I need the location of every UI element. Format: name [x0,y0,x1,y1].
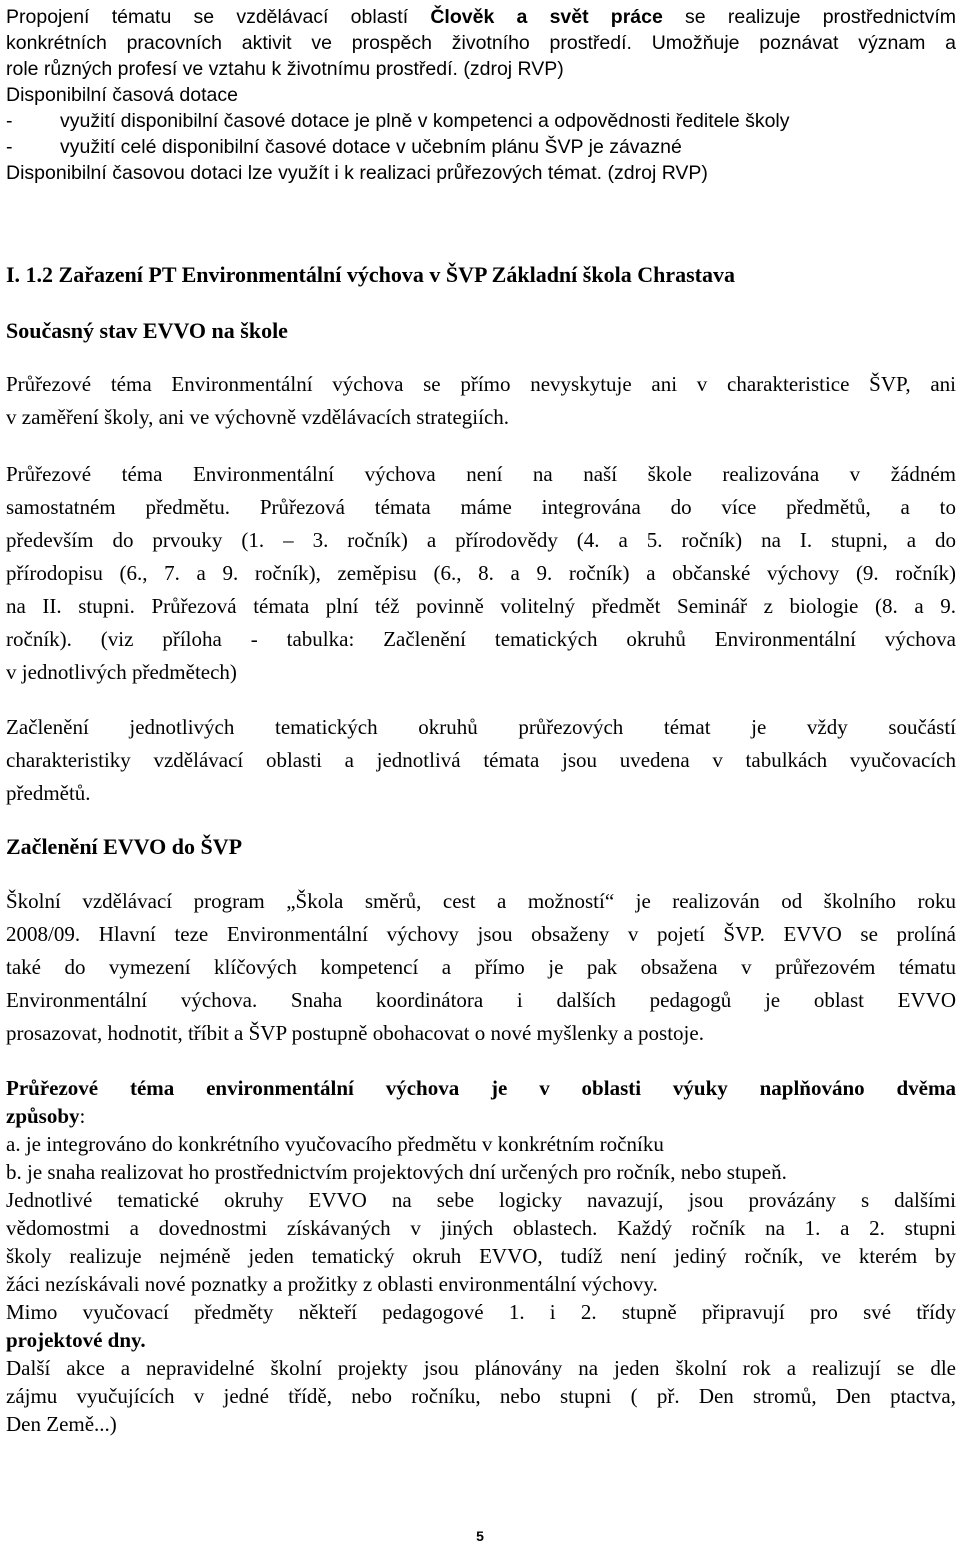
dash-item-text: využití celé disponibilní časové dotace v učebním plánu ŠVP je závazné [60,136,682,158]
p3-line-2: charakteristiky vzdělávací oblasti a jednotlivá témata jsou uvedena v tabulkách vyučovacích [6,748,956,772]
paragraph-3 [6,711,956,810]
p5-line-e1: Další akce a nepravidelné školní projekty jsou plánovány na jeden školní rok a realizují se dle [6,1356,956,1380]
intro-line-4: Disponibilní časová dotace [6,84,238,106]
p4-line-1: Školní vzdělávací program „Škola směrů, cest a možností“ je realizován od školního roku [6,889,956,913]
paragraph-5 [6,1074,956,1438]
p5-heading-colon: : [79,1104,86,1128]
p5-heading-bold: způsoby [6,1104,80,1128]
intro-block [6,4,956,186]
dash-marker: - [6,136,13,158]
page-number: 5 [476,1528,484,1544]
p3-line-1: Začlenění jednotlivých tematických okruhů průřezových témat je vždy součástí [6,715,956,739]
p5-heading-line-2 [6,1102,956,1130]
paragraph-4 [6,885,956,1050]
subtitle-integration: Začlenění EVVO do ŠVP [6,834,243,859]
intro-text: Propojení tématu se vzdělávací oblastí [6,6,431,28]
subtitle-current-state: Současný stav EVVO na škole [6,318,288,343]
p5-line-e2: zájmu vyučujících v jedné třídě, nebo ročníku, nebo stupni ( př. Den stromů, Den ptactva, [6,1384,956,1408]
dash-item-text: využití disponibilní časové dotace je plně v kompetenci a odpovědnosti ředitele školy [60,110,790,132]
p5-item-b: b. je snaha realizovat ho prostřednictvím projektových dní určených pro ročník, nebo stupeň. [6,1160,787,1184]
p2-line-3: především do prvouky (1. – 3. ročník) a přírodovědy (4. a 5. ročník) na I. stupni, a do [6,528,956,552]
p5-line-c2: vědomostmi a dovednostmi získávaných v jiných oblastech. Každý ročník na 1. a 2. stupni [6,1216,956,1240]
p1-line-2: v zaměření školy, ani ve výchovně vzdělávacích strategiích. [6,405,510,429]
p4-line-3: také do vymezení klíčových kompetencí a přímo je pak obsažena v průřezovém tématu [6,955,956,979]
p2-line-4: přírodopisu (6., 7. a 9. ročník), zeměpisu (6., 8. a 9. ročník) a občanské výchovy (9. ročník) [6,561,956,585]
p4-line-4: Environmentální výchova. Snaha koordinátora i dalších pedagogů je oblast EVVO [6,988,956,1012]
p5-line-c3: školy realizuje nejméně jeden tematický okruh EVVO, tudíž není jediný ročník, ve kterém by [6,1244,956,1268]
paragraph-1 [6,368,956,434]
p4-line-2: 2008/09. Hlavní teze Environmentální výchovy jsou obsaženy v pojetí ŠVP. EVVO se prolíná [6,922,956,946]
p2-line-5: na II. stupni. Průřezová témata plní též povinně volitelný předmět Seminář z biologie (8. a 9. [6,594,956,618]
intro-line-3: role různých profesí ve vztahu k životnímu prostředí. (zdroj RVP) [6,58,564,80]
p5-line-d2: projektové dny. [6,1328,146,1352]
intro-line-2: konkrétních pracovních aktivit ve prospěch životního prostředí. Umožňuje poznávat význam a [6,32,956,54]
p4-line-5: prosazovat, hodnotit, tříbit a ŠVP postupně obohacovat o nové myšlenky a postoje. [6,1021,704,1045]
p5-item-a: a. je integrováno do konkrétního vyučovacího předmětu v konkrétním ročníku [6,1132,664,1156]
dash-marker: - [6,110,13,132]
intro-text: se realizuje prostřednictvím [662,6,956,28]
p5-line-c1: Jednotlivé tematické okruhy EVVO na sebe logicky navazují, jsou provázány s dalšími [6,1188,956,1212]
p1-line-1: Průřezové téma Environmentální výchova se přímo nevyskytuje ani v charakteristice ŠVP, ani [6,372,956,396]
p2-line-7: v jednotlivých předmětech) [6,660,237,684]
p2-line-1: Průřezové téma Environmentální výchova není na naší škole realizována v žádném [6,462,956,486]
p5-line-e3: Den Země...) [6,1412,117,1436]
dash-item-1 [6,108,956,134]
intro-line-1 [6,4,956,30]
section-title: I. 1.2 Zařazení PT Environmentální výchova v ŠVP Základní škola Chrastava [6,262,735,287]
p5-line-d1: Mimo vyučovací předměty někteří pedagogové 1. i 2. stupně připravují pro své třídy [6,1300,956,1324]
p2-line-2: samostatném předmětu. Průřezová témata máme integrována do více předmětů, a to [6,495,956,519]
paragraph-2 [6,458,956,689]
p5-line-c4: žáci nezískávali nové poznatky a prožitky z oblasti environmentální výchovy. [6,1272,658,1296]
p2-line-6: ročník). (viz příloha - tabulka: Začlenění tematických okruhů Environmentální výchova [6,627,956,651]
dash-item-2 [6,134,956,160]
p5-heading-line-1: Průřezové téma environmentální výchova je v oblasti výuky naplňováno dvěma [6,1076,956,1100]
intro-bold-term: Člověk a svět práce [430,6,663,28]
intro-line-7: Disponibilní časovou dotaci lze využít i k realizaci průřezových témat. (zdroj RVP) [6,162,708,184]
p3-line-3: předmětů. [6,781,91,805]
